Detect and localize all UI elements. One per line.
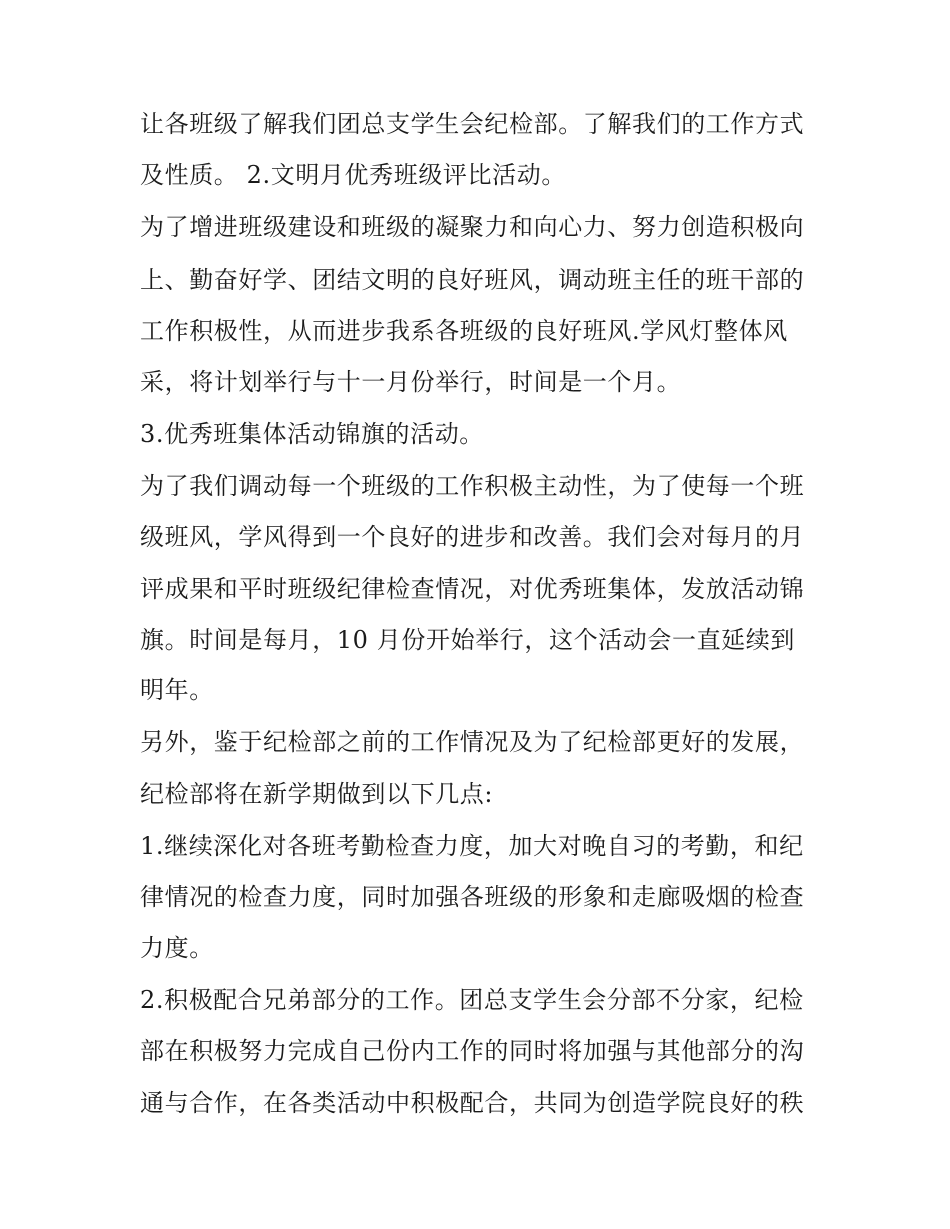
text-line: 为了我们调动每一个班级的工作积极主动性，为了使每一个班 [140, 472, 805, 500]
text-line: 旗。时间是每月，10 月份开始举行，这个活动会一直延续到 [140, 626, 795, 654]
text-line: 纪检部将在新学期做到以下几点: [140, 780, 494, 808]
text-line: 律情况的检查力度，同时加强各班级的形象和走廊吸烟的检查 [140, 883, 805, 911]
text-line: 明年。 [140, 676, 214, 704]
text-line: 上、勤奋好学、团结文明的良好班风，调动班主任的班干部的 [140, 266, 805, 294]
text-line: 部在积极努力完成自己份内工作的同时将加强与其他部分的沟 [140, 1037, 805, 1065]
text-line: 工作积极性，从而进步我系各班级的良好班风.学风灯整体风 [140, 317, 788, 345]
text-line: 1.继续深化对各班考勤检查力度，加大对晚自习的考勤，和纪 [140, 832, 804, 860]
text-line: 让各班级了解我们团总支学生会纪检部。了解我们的工作方式 [140, 110, 805, 138]
text-line: 另外，鉴于纪检部之前的工作情况及为了纪检部更好的发展， [140, 728, 805, 756]
text-line: 级班风，学风得到一个良好的进步和改善。我们会对每月的月 [140, 523, 805, 551]
text-line: 为了增进班级建设和班级的凝聚力和向心力、努力创造积极向 [140, 213, 805, 241]
text-line: 及性质。 2.文明月优秀班级评比活动。 [140, 161, 566, 189]
text-line: 通与合作，在各类活动中积极配合，共同为创造学院良好的秩 [140, 1089, 805, 1117]
text-line: 力度。 [140, 934, 214, 962]
text-line: 3.优秀班集体活动锦旗的活动。 [140, 420, 484, 448]
text-line: 2.积极配合兄弟部分的工作。团总支学生会分部不分家，纪检 [140, 986, 804, 1014]
text-line: 评成果和平时班级纪律检查情况，对优秀班集体，发放活动锦 [140, 575, 805, 603]
text-line: 采，将计划举行与十一月份举行，时间是一个月。 [140, 368, 682, 396]
